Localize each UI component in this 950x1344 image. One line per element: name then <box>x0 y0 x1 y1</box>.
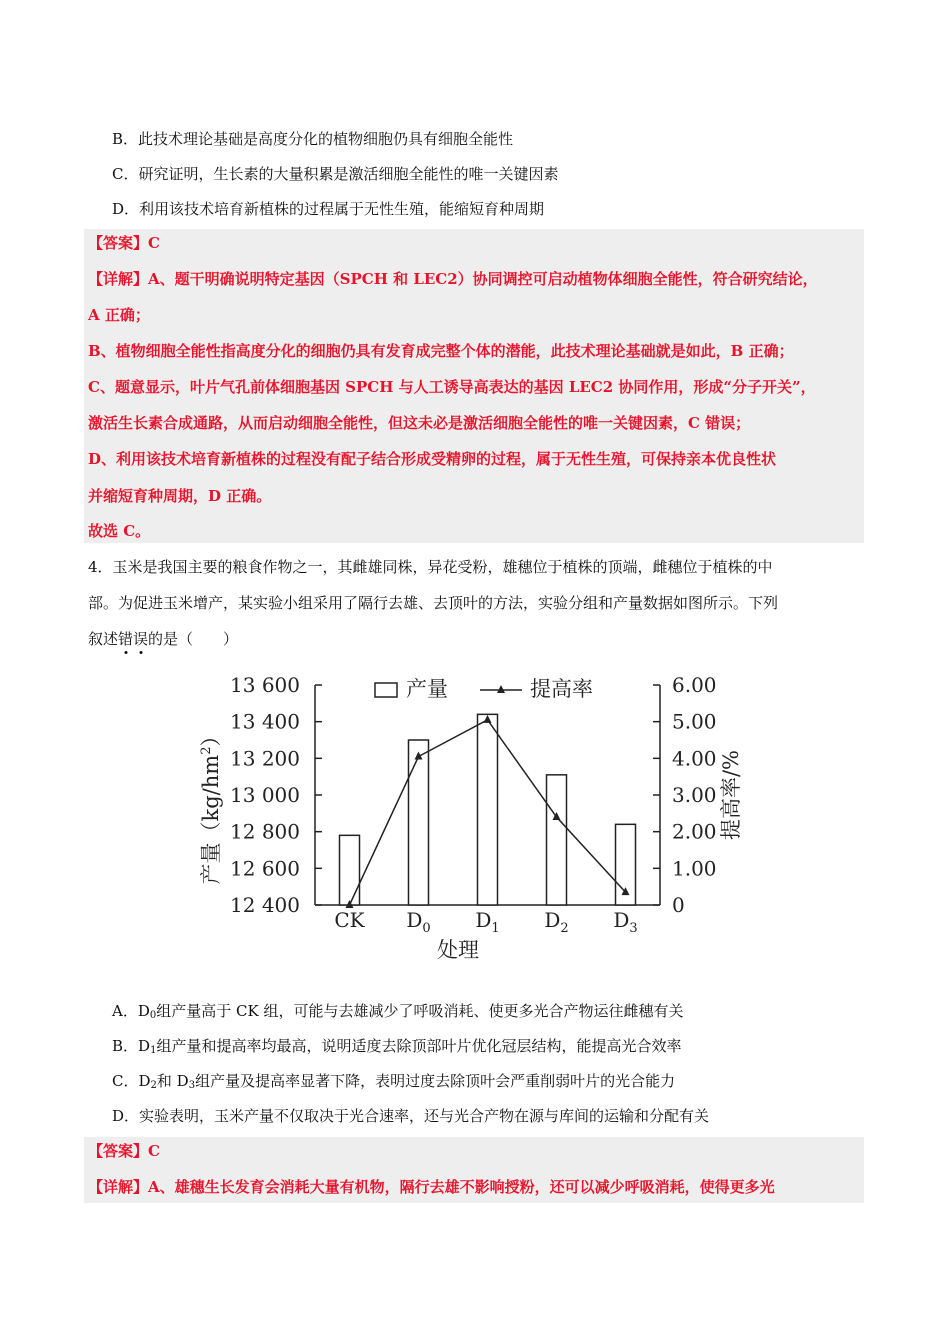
question-4-line-3 <box>88 628 238 650</box>
y-tick-label: 12 600 <box>230 856 300 881</box>
legend-line-label: 提高率 <box>530 677 593 701</box>
detail-line-5: 激活生长素合成通路，从而启动细胞全能性，但这未必是激活细胞全能性的唯一关键因素，C 错误； <box>88 414 751 432</box>
answer-value: C <box>148 234 160 252</box>
yield-chart <box>190 665 760 975</box>
option-b-prev: B．此技术理论基础是高度分化的植物细胞仍具有细胞全能性 <box>112 130 514 148</box>
answer-label-q4: 【答案】 <box>88 1142 149 1160</box>
question-4-line-2: 部。为促进玉米增产，某实验小组采用了隔行去雄、去顶叶的方法，实验分组和产量数据如图所示。下列 <box>88 594 779 612</box>
answer-line-q4 <box>88 1140 160 1162</box>
option-c: C．$D_2$和 $D_3$组产量及提高率显著下降，表明过度去除顶叶会严重削弱叶片的光合能力 <box>112 1072 676 1091</box>
legend-line-marker <box>497 685 505 693</box>
bar <box>340 835 360 905</box>
bar <box>409 740 429 905</box>
detail-text-1: A、题干明确说明特定基因（SPCH 和 LEC2）协同调控可启动植物体细胞全能性，符合研究结论， <box>148 270 818 288</box>
detail-label-q4: 【详解】 <box>88 1178 149 1196</box>
detail-line-6: D、利用该技术培育新植株的过程没有配子结合形成受精卵的过程，属于无性生殖，可保持亲本优良性状 <box>88 450 777 468</box>
emphasis-char-2: 误 <box>133 630 149 648</box>
chart-legend <box>375 677 593 701</box>
x-tick-label: CK <box>334 908 365 932</box>
option-d-prev: D．利用该技术培育新植株的过程属于无性生殖，能缩短育种周期 <box>112 200 545 218</box>
stem-text: 叙述 <box>88 630 119 648</box>
bar-series <box>340 714 636 905</box>
y-tick-label: 13 200 <box>230 746 300 771</box>
bar <box>478 714 498 905</box>
detail-line-8: 故选 C。 <box>88 522 151 540</box>
detail-line-4: C、题意显示，叶片气孔前体细胞基因 SPCH 与人工诱导高表达的基因 LEC2 协同作用，形成“分子开关”， <box>88 378 816 396</box>
option-c-prev: C．研究证明，生长素的大量积累是激活细胞全能性的唯一关键因素 <box>112 165 559 183</box>
y-tick-label: 12 400 <box>230 893 300 917</box>
bar <box>547 775 567 905</box>
y2-tick-label: 0 <box>672 893 685 917</box>
y2-tick-label: 6.00 <box>672 673 717 697</box>
y2-tick-label: 5.00 <box>672 709 717 734</box>
legend-bar-label: 产量 <box>406 677 448 701</box>
y-tick-label: 13 400 <box>230 709 300 734</box>
x-axis-label: 处理 <box>437 938 479 962</box>
detail-line-7: 并缩短育种周期，D 正确。 <box>88 487 272 505</box>
detail-line-1 <box>88 268 818 290</box>
y-tick-label: 12 800 <box>230 819 300 844</box>
option-d: D．实验表明，玉米产量不仅取决于光合速率，还与光合产物在源与库间的运输和分配有关 <box>112 1107 710 1125</box>
y-tick-label: 13 600 <box>230 673 300 697</box>
legend-bar-swatch <box>375 683 397 697</box>
y2-tick-label: 2.00 <box>672 819 717 844</box>
option-a: A．$D_0$组产量高于 CK 组，可能与去雄减少了呼吸消耗、使更多光合产物运往雌穗有关 <box>112 1002 684 1021</box>
answer-label: 【答案】 <box>88 234 149 252</box>
chart-axes <box>230 673 717 936</box>
detail-label: 【详解】 <box>88 270 149 288</box>
y2-tick-label: 1.00 <box>672 856 717 881</box>
option-b: B．$D_1$组产量和提高率均最高，说明适度去除顶部叶片优化冠层结构，能提高光合效率 <box>112 1037 682 1056</box>
x-tick-label: $D_2$ <box>544 908 569 936</box>
answer-value-q4: C <box>148 1142 160 1160</box>
question-4-line-1: 4．玉米是我国主要的粮食作物之一，其雌雄同株，异花受粉，雄穗位于植株的顶端，雌穗位于植株的中 <box>88 558 773 576</box>
y2-tick-label: 4.00 <box>672 746 717 771</box>
detail-line-3: B、植物细胞全能性指高度分化的细胞仍具有发育成完整个体的潜能，此技术理论基础就是如此，B 正确； <box>88 342 794 360</box>
y2-axis-label: 提高率/% <box>719 749 743 841</box>
answer-line-q3 <box>88 232 160 254</box>
x-tick-label: $D_3$ <box>613 908 638 936</box>
y-tick-label: 13 000 <box>230 783 300 807</box>
y-axis-label: 产量$(kg/hm^2)$ <box>199 725 223 885</box>
emphasis-char-1: 错 <box>118 630 134 648</box>
stem-tail: 的是（ ） <box>148 630 239 648</box>
x-tick-label: $D_1$ <box>475 908 500 936</box>
chart-svg <box>190 665 760 975</box>
detail-line-2: A 正确； <box>88 306 150 324</box>
detail-text-q4: A、雄穗生长发育会消耗大量有机物，隔行去雄不影响授粉，还可以减少呼吸消耗，使得更多光 <box>148 1178 775 1196</box>
x-tick-label: $D_0$ <box>406 908 431 936</box>
detail-line-q4 <box>88 1176 775 1198</box>
y2-tick-label: 3.00 <box>672 783 717 807</box>
